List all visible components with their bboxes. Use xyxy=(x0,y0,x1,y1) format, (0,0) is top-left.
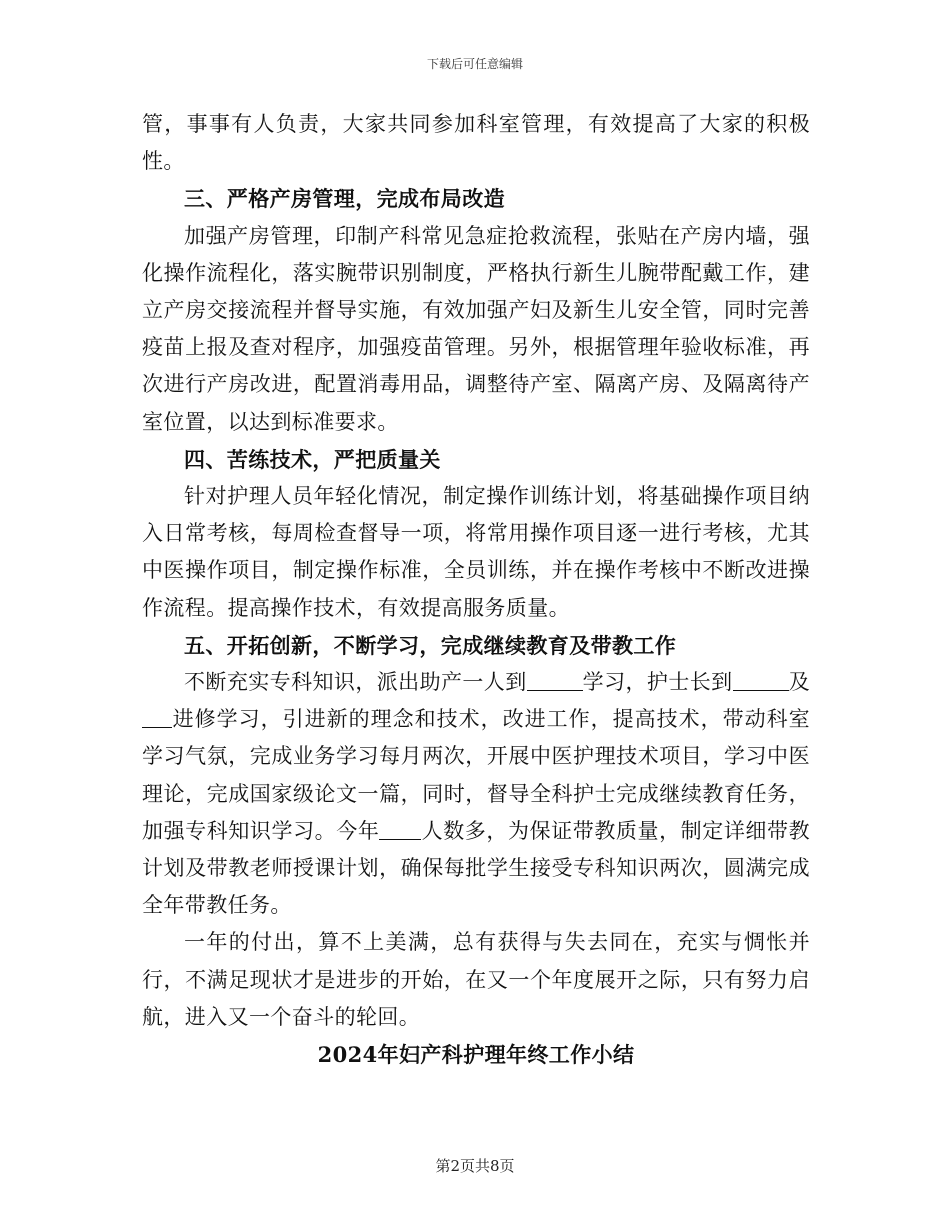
section-heading-3: 三、严格产房管理，完成布局改造 xyxy=(184,186,505,212)
fill-in-blank xyxy=(733,668,789,691)
page-header: 下载后可任意编辑 xyxy=(426,57,523,71)
paragraph-education xyxy=(142,664,810,924)
document-body xyxy=(142,106,810,1073)
paragraph-education-text-2: 学习，护士长到 xyxy=(582,670,733,695)
paragraph-education-text-3: 及 xyxy=(788,670,810,695)
paragraph-skills: 针对护理人员年轻化情况，制定操作训练计划，将基础操作项目纳入日常考核，每周检查督导一项，将常用操作项目逐一进行考核，尤其中医操作项目，制定操作标准，全员训练，并在操作考核中不断改进操作流程。提高操作技术，有效提高服务质量。 xyxy=(142,484,810,620)
fill-in-blank xyxy=(142,705,172,728)
section-heading-4: 四、苦练技术，严把质量关 xyxy=(184,446,441,472)
paragraph-education-text-1: 不断充实专科知识，派出助产一人到 xyxy=(184,670,527,695)
fill-in-blank xyxy=(527,668,583,691)
paragraph-continued: 管，事事有人负责，大家共同参加科室管理，有效提高了大家的积极性。 xyxy=(142,112,810,174)
fill-in-blank xyxy=(379,817,421,840)
paragraph-delivery-room: 加强产房管理，印制产科常见急症抢救流程，张贴在产房内墙，强化操作流程化，落实腕带识别制度，严格执行新生儿腕带配戴工作，建立产房交接流程并督导实施，有效加强产妇及新生儿安全管，同时完善疫苗上报及查对程序，加强疫苗管理。另外，根据管理年验收标准，再次进行产房改进，配置消毒用品，调整待产室、隔离产房、及隔离待产室位置，以达到标准要求。 xyxy=(142,223,810,434)
document-title: 2024年妇产科护理年终工作小结 xyxy=(317,1042,635,1068)
page-number: 第2页共8页 xyxy=(435,1157,515,1175)
paragraph-closing: 一年的付出，算不上美满，总有获得与失去同在，充实与惆怅并行，不满足现状才是进步的开始，在又一个年度展开之际，只有努力启航，进入又一个奋斗的轮回。 xyxy=(142,930,810,1029)
paragraph-education-text-4: 进修学习，引进新的理念和技术，改进工作，提高技术，带动科室学习气氛，完成业务学习每月两次，开展中医护理技术项目，学习中医理论，完成国家级论文一篇，同时，督导全科护士完成继续教育任务，加强专科知识学习。今年 xyxy=(142,707,810,843)
section-heading-5: 五、开拓创新，不断学习，完成继续教育及带教工作 xyxy=(184,632,677,658)
paragraph-education-text-5: 人数多，为保证带教质量，制定详细带教计划及带教老师授课计划，确保每批学生接受专科知识两次，圆满完成全年带教任务。 xyxy=(142,818,810,918)
